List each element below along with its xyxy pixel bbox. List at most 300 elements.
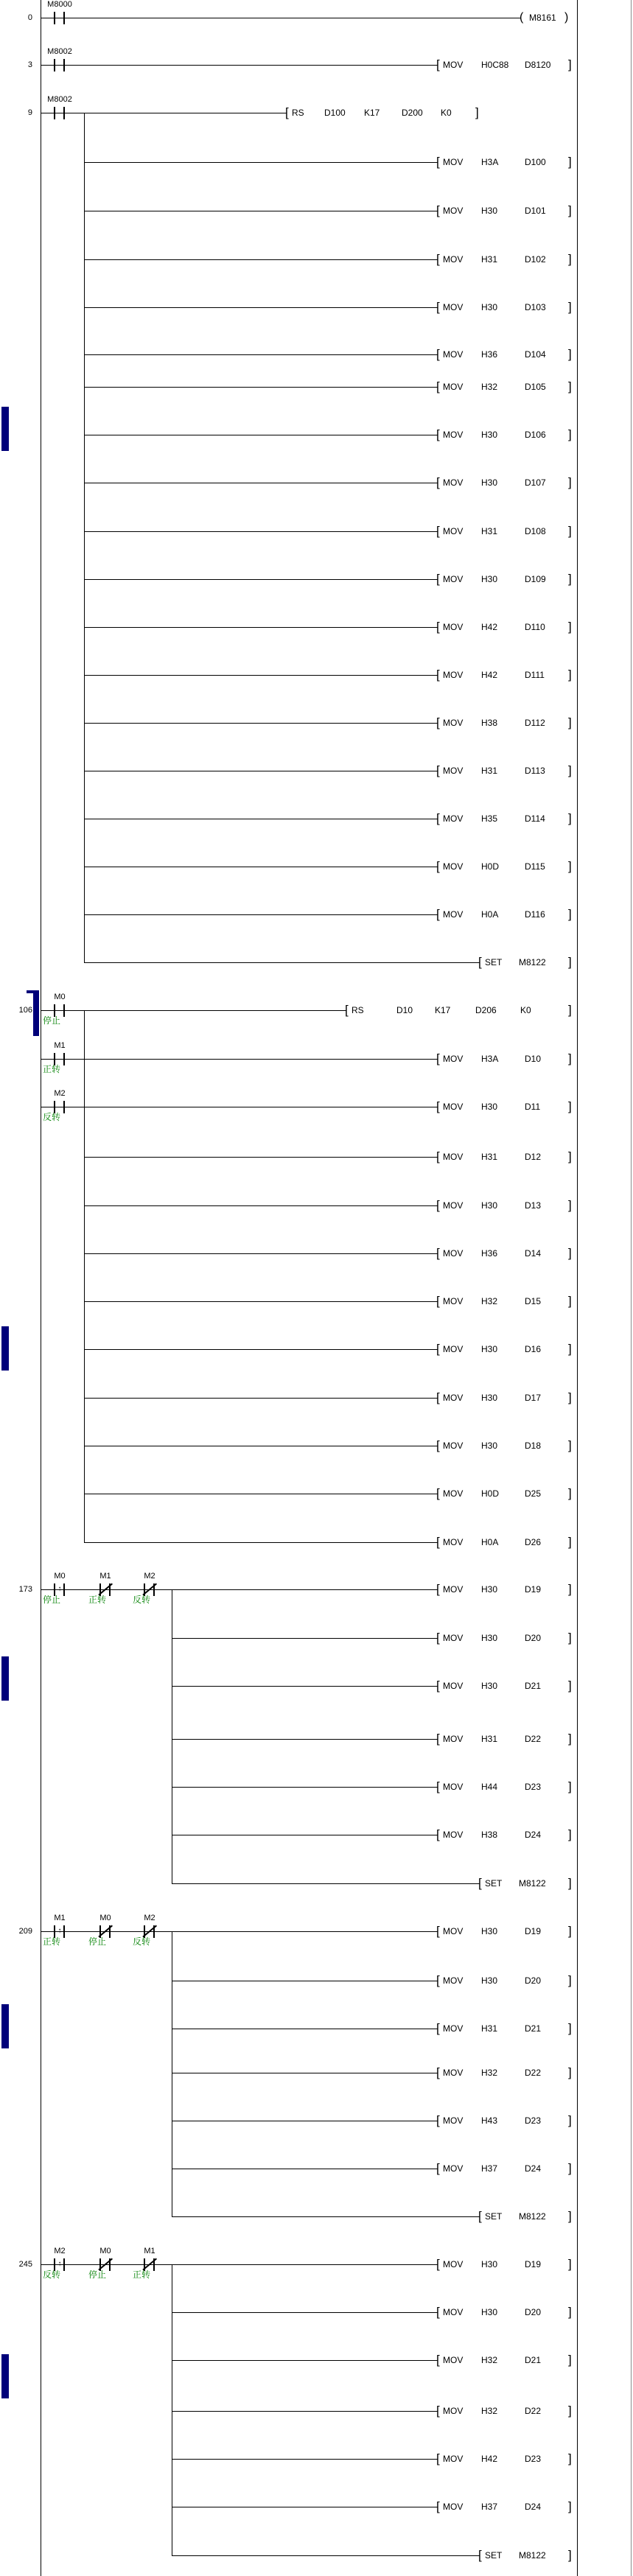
instruction-bracket: ]: [568, 1438, 571, 1452]
instruction-token: H38: [481, 718, 498, 728]
instruction-bracket: ]: [568, 1732, 571, 1746]
instruction-bracket: [: [436, 1779, 439, 1793]
instruction-token: MOV: [443, 1488, 464, 1499]
instruction-token: H32: [481, 382, 498, 392]
instruction-mov-d26[interactable]: [0, 1536, 604, 1549]
instruction-token: M8161: [529, 13, 556, 23]
instruction-token: D21: [525, 1681, 542, 1691]
instruction-token: D111: [525, 670, 545, 680]
instruction-bracket: [: [436, 300, 439, 314]
instruction-mov-d21[interactable]: [0, 2022, 604, 2035]
instruction-mov-d110[interactable]: [0, 620, 604, 634]
instruction-bracket: ]: [568, 811, 571, 825]
instruction-bracket: [: [478, 1876, 481, 1890]
instruction-set-m8122[interactable]: [0, 2549, 604, 2562]
instruction-bracket: ]: [568, 1631, 571, 1645]
instruction-mov-d18[interactable]: [0, 1439, 604, 1452]
instruction-bracket: [: [436, 2499, 439, 2513]
rung-step-number: 173: [18, 1585, 32, 1594]
contact-stroke: [63, 107, 65, 119]
contact-comment: 反转: [43, 1112, 61, 1122]
instruction-bracket: ]: [568, 2451, 571, 2465]
instruction-token: M8122: [519, 2211, 546, 2222]
instruction-bracket: ]: [568, 668, 571, 682]
contact-device-label: M1: [54, 1914, 66, 1922]
instruction-token: H30: [481, 206, 498, 216]
instruction-token: H30: [481, 1102, 498, 1112]
instruction-token: D10: [525, 1054, 542, 1064]
instruction-bracket: [: [436, 763, 439, 777]
instruction-mov-d13[interactable]: [0, 1199, 604, 1212]
instruction-token: D8120: [525, 60, 551, 70]
contact-m0-nc[interactable]: [99, 2264, 111, 2265]
contact-m1-no[interactable]: [54, 1059, 66, 1060]
instruction-token: MOV: [443, 2454, 464, 2464]
instruction-mov-d23[interactable]: [0, 2452, 604, 2465]
contact-stroke: [63, 12, 65, 24]
instruction-bracket: [: [478, 955, 481, 969]
instruction-bracket: [: [436, 2353, 439, 2367]
rising-edge-arrow-icon: ↑: [57, 1927, 62, 1935]
instruction-token: D206: [475, 1005, 497, 1015]
instruction-token: H32: [481, 2406, 498, 2416]
instruction-token: D24: [525, 2502, 542, 2512]
instruction-bracket: ]: [568, 907, 571, 921]
instruction-token: H32: [481, 1296, 498, 1306]
instruction-bracket: [: [436, 347, 439, 361]
instruction-bracket: ]: [568, 2353, 571, 2367]
contact-device-label: M0: [54, 1572, 66, 1581]
instruction-mov-d113[interactable]: [0, 764, 604, 777]
instruction-token: H30: [481, 1441, 498, 1451]
contact-comment: 反转: [133, 1936, 151, 1947]
instruction-mov-d103[interactable]: [0, 301, 604, 314]
instruction-token: H31: [481, 2023, 498, 2034]
instruction-set-m8122[interactable]: [0, 2210, 604, 2223]
pane-right-border: [631, 0, 632, 2576]
instruction-token: D101: [525, 206, 546, 216]
contact-m2-nc[interactable]: [144, 1589, 155, 1590]
instruction-token: H0D: [481, 1488, 500, 1499]
instruction-token: MOV: [443, 1926, 464, 1936]
instruction-bracket: [: [436, 1535, 439, 1549]
instruction-token: D16: [525, 1344, 542, 1354]
instruction-token: MOV: [443, 382, 464, 392]
instruction-token: H31: [481, 526, 498, 536]
instruction-bracket: [: [436, 1631, 439, 1645]
instruction-token: D11: [525, 1102, 541, 1112]
instruction-set-m8122[interactable]: [0, 956, 604, 969]
contact-comment: 停止: [43, 1015, 61, 1026]
instruction-token: D105: [525, 382, 546, 392]
instruction-token: D10: [396, 1005, 413, 1015]
instruction-token: D18: [525, 1441, 542, 1451]
instruction-mov-d116[interactable]: [0, 908, 604, 921]
instruction-mov-d10[interactable]: [0, 1052, 604, 1065]
instruction-token: MOV: [443, 2307, 464, 2317]
instruction-bracket: [: [436, 252, 439, 266]
instruction-mov-d21[interactable]: [0, 1679, 604, 1693]
contact-device-label: M8000: [47, 0, 72, 9]
instruction-token: SET: [485, 2211, 503, 2222]
instruction-bracket: ]: [568, 620, 571, 634]
instruction-token: SET: [485, 2550, 503, 2561]
instruction-bracket: [: [436, 524, 439, 538]
instruction-bracket: ]: [568, 1876, 571, 1890]
instruction-token: MOV: [443, 622, 464, 632]
contact-device-label: M1: [144, 2247, 155, 2255]
instruction-token: D23: [525, 1782, 542, 1792]
instruction-token: H31: [481, 254, 498, 265]
instruction-token: K17: [435, 1005, 451, 1015]
instruction-bracket: [: [436, 2161, 439, 2175]
instruction-bracket: ]: [568, 955, 571, 969]
instruction-bracket: ]: [568, 1486, 571, 1500]
contact-comment: 停止: [43, 1595, 61, 1605]
instruction-bracket: [: [436, 155, 439, 169]
instruction-bracket: [: [436, 2113, 439, 2127]
instruction-mov-d101[interactable]: [0, 204, 604, 217]
instruction-token: K0: [520, 1005, 531, 1015]
instruction-token: H0D: [481, 861, 500, 872]
instruction-token: D19: [525, 1926, 542, 1936]
instruction-token: MOV: [443, 2023, 464, 2034]
instruction-token: MOV: [443, 1441, 464, 1451]
instruction-token: MOV: [443, 302, 464, 312]
instruction-token: MOV: [443, 1102, 464, 1112]
instruction-token: MOV: [443, 430, 464, 440]
contact-stroke: [54, 59, 55, 71]
instruction-bracket: ]: [568, 1198, 571, 1212]
instruction-token: H3A: [481, 1054, 499, 1064]
instruction-token: MOV: [443, 1633, 464, 1643]
instruction-bracket: ]: [568, 2499, 571, 2513]
branch-line: [84, 1010, 85, 1542]
instruction-token: MOV: [443, 1248, 464, 1259]
instruction-token: D17: [525, 1393, 542, 1403]
instruction-token: H42: [481, 2454, 498, 2464]
instruction-bracket: [: [436, 811, 439, 825]
instruction-token: D23: [525, 2454, 542, 2464]
instruction-bracket: ]: [568, 155, 571, 169]
instruction-token: D25: [525, 1488, 542, 1499]
instruction-mov-d112[interactable]: [0, 716, 604, 729]
coil-m8161[interactable]: [0, 11, 604, 24]
contact-stroke: [63, 1101, 65, 1113]
instruction-mov-d108[interactable]: [0, 525, 604, 538]
instruction-bracket: ]: [568, 859, 571, 873]
contact-device-label: M2: [144, 1572, 155, 1581]
instruction-token: RS: [292, 108, 304, 118]
instruction-token: D108: [525, 526, 546, 536]
contact-device-label: M2: [54, 1089, 66, 1098]
contact-m2-p[interactable]: [54, 2260, 66, 2268]
instruction-bracket: [: [436, 1732, 439, 1746]
contact-m1-nc[interactable]: [144, 2264, 155, 2265]
instruction-token: MOV: [443, 1152, 464, 1162]
contact-comment: 停止: [88, 2269, 107, 2280]
instruction-token: H42: [481, 670, 498, 680]
instruction-bracket: [: [436, 620, 439, 634]
contact-stroke: [63, 1053, 65, 1065]
instruction-bracket: [: [478, 2209, 481, 2223]
instruction-token: MOV: [443, 2115, 464, 2126]
instruction-mov-d17[interactable]: [0, 1391, 604, 1404]
instruction-token: H38: [481, 1830, 498, 1840]
instruction-bracket: [: [436, 1342, 439, 1356]
instruction-bracket: [: [436, 1973, 439, 1987]
instruction-token: MOV: [443, 1584, 464, 1595]
instruction-bracket: [: [436, 1486, 439, 1500]
instruction-token: D20: [525, 2307, 542, 2317]
instruction-token: SET: [485, 1878, 503, 1889]
instruction-token: H0A: [481, 909, 499, 920]
instruction-mov-d20[interactable]: [0, 1974, 604, 1987]
instruction-token: D103: [525, 302, 546, 312]
instruction-token: MOV: [443, 766, 464, 776]
instruction-token: RS: [352, 1005, 364, 1015]
instruction-token: D21: [525, 2023, 542, 2034]
instruction-mov-d115[interactable]: [0, 860, 604, 873]
instruction-rs[interactable]: [0, 106, 604, 119]
instruction-bracket: ]: [568, 427, 571, 441]
instruction-bracket: ]: [568, 1827, 571, 1841]
contact-stroke: [54, 107, 55, 119]
instruction-bracket: ]: [568, 1294, 571, 1308]
instruction-bracket: ]: [568, 1924, 571, 1938]
instruction-mov-d11[interactable]: [0, 1100, 604, 1113]
instruction-token: D106: [525, 430, 546, 440]
instruction-bracket: ]: [568, 2209, 571, 2223]
instruction-bracket: ]: [568, 1003, 571, 1017]
instruction-token: MOV: [443, 718, 464, 728]
instruction-token: SET: [485, 957, 503, 967]
instruction-token: MOV: [443, 60, 464, 70]
instruction-token: H37: [481, 2163, 498, 2174]
instruction-bracket: [: [436, 859, 439, 873]
instruction-mov-d102[interactable]: [0, 253, 604, 266]
instruction-mov-d22[interactable]: [0, 2066, 604, 2079]
instruction-bracket: ]: [568, 252, 571, 266]
instruction-token: D24: [525, 2163, 542, 2174]
instruction-bracket: ]: [568, 2548, 571, 2562]
edit-margin-marker: [1, 2004, 9, 2048]
instruction-bracket: ]: [568, 379, 571, 393]
instruction-mov-d22[interactable]: [0, 1732, 604, 1746]
instruction-token: MOV: [443, 254, 464, 265]
instruction-bracket: [: [436, 57, 439, 71]
instruction-mov-d106[interactable]: [0, 428, 604, 441]
instruction-bracket: [: [436, 2257, 439, 2271]
instruction-mov-d24[interactable]: [0, 1828, 604, 1841]
instruction-token: H30: [481, 477, 498, 488]
contact-m1-p[interactable]: [54, 1927, 66, 1935]
instruction-mov-d23[interactable]: [0, 1780, 604, 1793]
instruction-token: D13: [525, 1200, 542, 1211]
instruction-token: MOV: [443, 1296, 464, 1306]
contact-stroke: [63, 59, 65, 71]
instruction-token: H30: [481, 430, 498, 440]
contact-comment: 正转: [133, 2269, 151, 2280]
instruction-bracket: ]: [475, 105, 478, 119]
instruction-token: D109: [525, 574, 546, 584]
instruction-bracket: [: [436, 1099, 439, 1113]
instruction-bracket: ]: [568, 1679, 571, 1693]
instruction-token: D110: [525, 622, 545, 632]
instruction-mov-d8120[interactable]: [0, 58, 604, 71]
instruction-bracket: ]: [568, 2305, 571, 2319]
instruction-mov-d114[interactable]: [0, 812, 604, 825]
instruction-mov-d12[interactable]: [0, 1150, 604, 1163]
instruction-token: MOV: [443, 2355, 464, 2365]
contact-m0-p[interactable]: [54, 1585, 66, 1593]
contact-m1-nc[interactable]: [99, 1589, 111, 1590]
contact-m0-nc[interactable]: [99, 1931, 111, 1932]
instruction-token: H42: [481, 622, 498, 632]
instruction-token: MOV: [443, 2068, 464, 2078]
instruction-token: MOV: [443, 157, 464, 167]
instruction-mov-d21[interactable]: [0, 2353, 604, 2367]
instruction-mov-d16[interactable]: [0, 1343, 604, 1356]
contact-device-label: M2: [54, 2247, 66, 2255]
instruction-mov-d14[interactable]: [0, 1247, 604, 1260]
contact-m0-no[interactable]: [54, 1010, 66, 1011]
instruction-mov-d22[interactable]: [0, 2404, 604, 2418]
contact-device-label: M8002: [47, 95, 72, 104]
instruction-token: H30: [481, 1584, 498, 1595]
instruction-token: MOV: [443, 2502, 464, 2512]
contact-stroke: [54, 12, 55, 24]
instruction-token: D114: [525, 813, 545, 824]
instruction-mov-d104[interactable]: [0, 348, 604, 361]
instruction-token: H0C88: [481, 60, 509, 70]
instruction-token: H37: [481, 2502, 498, 2512]
instruction-bracket: ]: [568, 572, 571, 586]
instruction-token: H30: [481, 2307, 498, 2317]
instruction-token: H30: [481, 1633, 498, 1643]
instruction-token: H30: [481, 1200, 498, 1211]
instruction-bracket: [: [436, 1294, 439, 1308]
instruction-bracket: ]: [568, 347, 571, 361]
rising-edge-arrow-icon: ↑: [57, 2260, 62, 2268]
instruction-token: MOV: [443, 349, 464, 360]
instruction-token: K0: [441, 108, 452, 118]
rising-edge-arrow-icon: ↑: [57, 1585, 62, 1593]
instruction-bracket: [: [436, 715, 439, 729]
instruction-token: D19: [525, 1584, 542, 1595]
instruction-mov-d20[interactable]: [0, 1631, 604, 1645]
instruction-bracket: ]: [568, 2404, 571, 2418]
instruction-token: D107: [525, 477, 546, 488]
instruction-token: MOV: [443, 1681, 464, 1691]
instruction-bracket: [: [436, 1924, 439, 1938]
instruction-bracket: ]: [568, 1779, 571, 1793]
instruction-mov-d100[interactable]: [0, 155, 604, 169]
contact-device-label: M1: [54, 1041, 66, 1050]
instruction-token: H32: [481, 2355, 498, 2365]
instruction-bracket: ]: [568, 2113, 571, 2127]
contact-comment: 停止: [88, 1936, 107, 1947]
instruction-mov-d25[interactable]: [0, 1487, 604, 1500]
instruction-mov-d15[interactable]: [0, 1295, 604, 1308]
instruction-token: MOV: [443, 1975, 464, 1986]
instruction-bracket: [: [436, 572, 439, 586]
instruction-token: D15: [525, 1296, 542, 1306]
instruction-mov-d111[interactable]: [0, 668, 604, 682]
instruction-token: MOV: [443, 2406, 464, 2416]
instruction-token: H36: [481, 1248, 498, 1259]
instruction-token: M8122: [519, 1878, 546, 1889]
contact-comment: 反转: [43, 2269, 61, 2280]
instruction-token: D12: [525, 1152, 542, 1162]
instruction-token: D19: [525, 2259, 542, 2269]
instruction-rs[interactable]: [0, 1004, 604, 1017]
instruction-bracket: [: [436, 475, 439, 489]
instruction-token: MOV: [443, 813, 464, 824]
instruction-bracket: [: [436, 379, 439, 393]
contact-comment: 正转: [88, 1595, 107, 1605]
instruction-mov-d24[interactable]: [0, 2500, 604, 2513]
instruction-token: MOV: [443, 1054, 464, 1064]
contact-m8002-no[interactable]: [54, 65, 66, 66]
contact-comment: 正转: [43, 1936, 61, 1947]
edit-margin-marker: [1, 2354, 9, 2398]
instruction-mov-d23[interactable]: [0, 2114, 604, 2127]
instruction-bracket: [: [285, 105, 288, 119]
instruction-token: H30: [481, 574, 498, 584]
instruction-token: D23: [525, 2115, 542, 2126]
instruction-token: H32: [481, 2068, 498, 2078]
instruction-bracket: ]: [568, 2065, 571, 2079]
instruction-token: MOV: [443, 1200, 464, 1211]
instruction-bracket: ]: [568, 2161, 571, 2175]
instruction-token: D100: [525, 157, 546, 167]
instruction-bracket: [: [436, 1149, 439, 1163]
instruction-bracket: ]: [568, 1390, 571, 1404]
instruction-mov-d105[interactable]: [0, 380, 604, 393]
edit-margin-marker: [1, 1656, 9, 1701]
instruction-bracket: [: [436, 2404, 439, 2418]
instruction-token: D100: [324, 108, 346, 118]
instruction-token: MOV: [443, 1734, 464, 1744]
instruction-mov-d109[interactable]: [0, 573, 604, 586]
instruction-token: H30: [481, 1975, 498, 1986]
instruction-mov-d24[interactable]: [0, 2162, 604, 2175]
instruction-bracket: ]: [568, 1051, 571, 1065]
instruction-token: MOV: [443, 206, 464, 216]
instruction-bracket: [: [436, 1679, 439, 1693]
instruction-bracket: ]: [568, 524, 571, 538]
instruction-token: D102: [525, 254, 546, 265]
instruction-token: D22: [525, 2068, 542, 2078]
instruction-bracket: ]: [568, 2021, 571, 2035]
rung-step-number: 106: [18, 1006, 32, 1015]
instruction-bracket: [: [345, 1003, 348, 1017]
rung-step-number: 0: [27, 13, 32, 22]
instruction-set-m8122[interactable]: [0, 1877, 604, 1890]
edit-margin-marker: [1, 1326, 9, 1371]
instruction-token: H36: [481, 349, 498, 360]
instruction-mov-d107[interactable]: [0, 476, 604, 489]
instruction-token: MOV: [443, 1393, 464, 1403]
contact-stroke: [63, 1004, 65, 1017]
instruction-bracket: [: [436, 2065, 439, 2079]
instruction-token: MOV: [443, 909, 464, 920]
contact-m2-nc[interactable]: [144, 1931, 155, 1932]
contact-comment: 正转: [43, 1064, 61, 1074]
instruction-token: D24: [525, 1830, 542, 1840]
instruction-mov-d20[interactable]: [0, 2306, 604, 2319]
